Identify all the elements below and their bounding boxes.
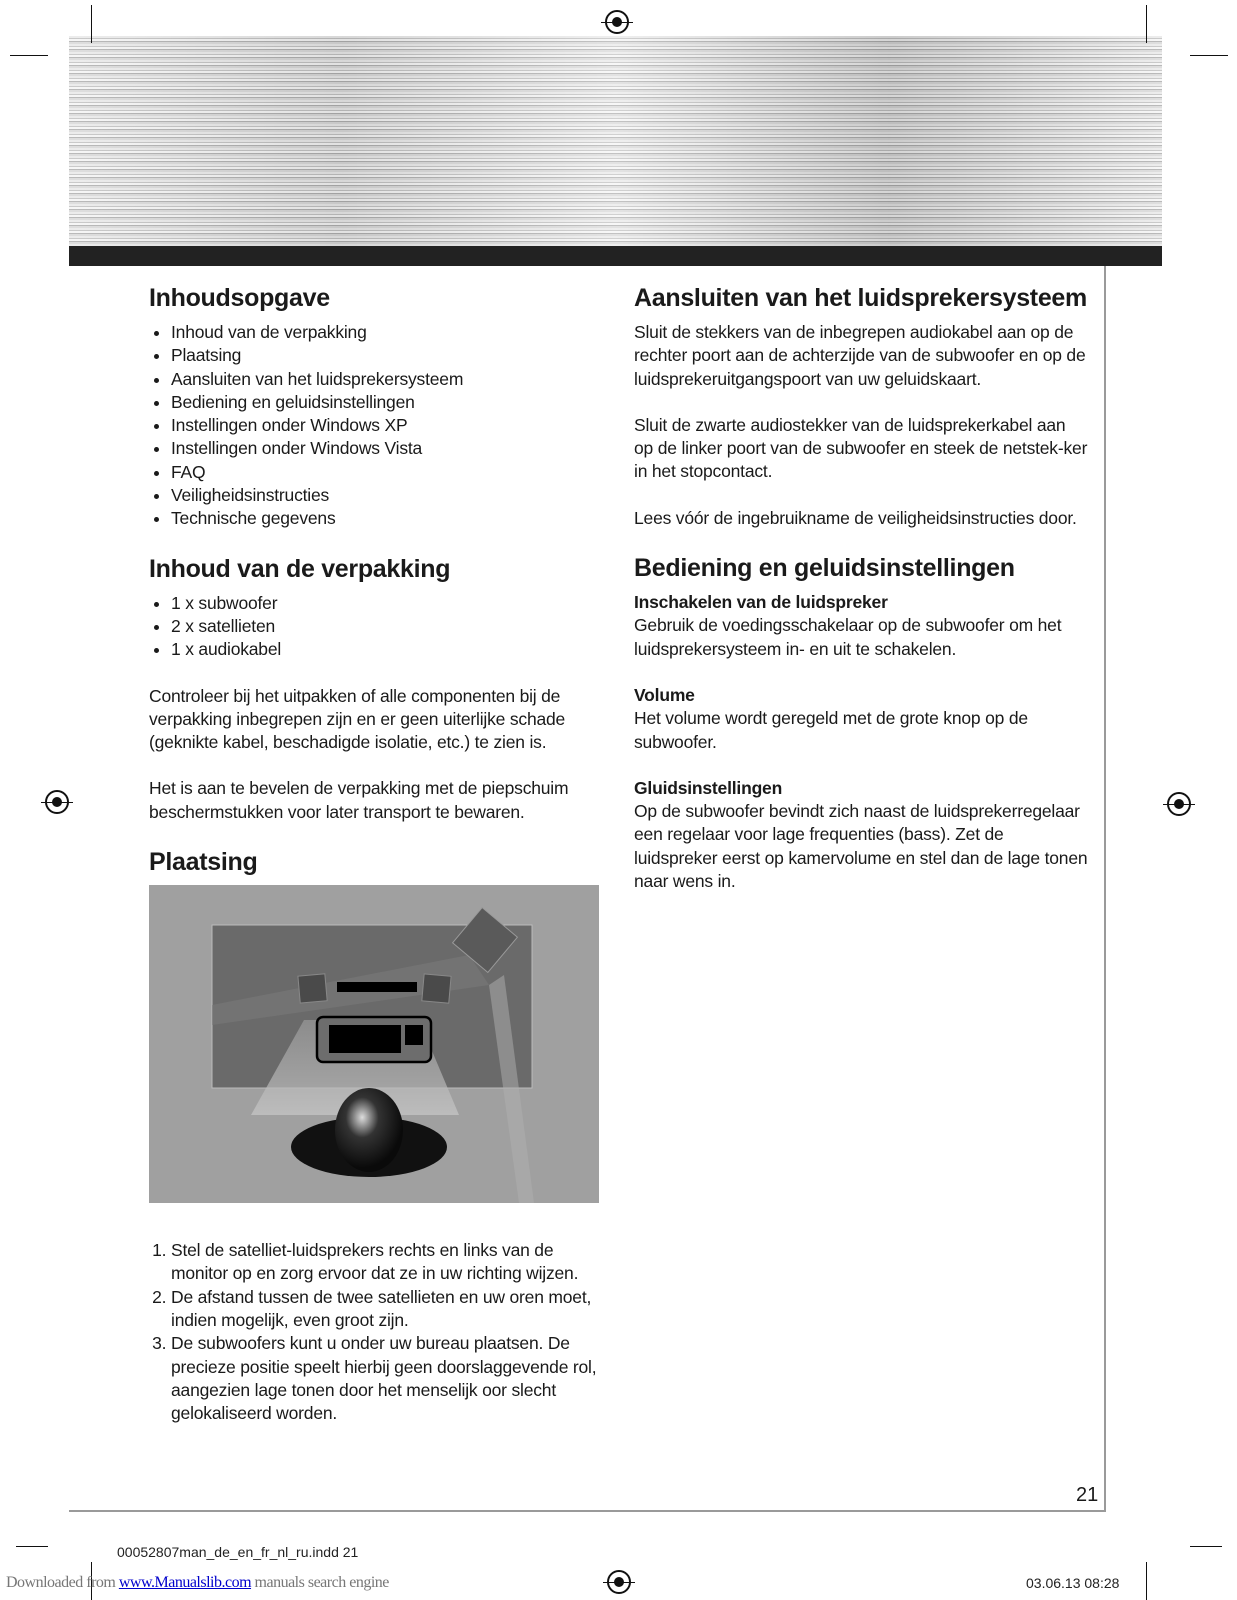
manualslib-link[interactable]: www.Manualslib.com bbox=[118, 1574, 252, 1591]
footer-filename: 00052807man_de_en_fr_nl_ru.indd 21 bbox=[117, 1544, 359, 1560]
placement-steps bbox=[149, 1239, 609, 1425]
package-list bbox=[149, 592, 609, 662]
paragraph: Controleer bij het uitpakken of alle componenten bij de verpakking inbegrepen zijn en er geen uiterlijke schade (geknikte kabel, beschadigde isolatie, etc.) te zien is. bbox=[149, 685, 566, 753]
package-item: • 1 x audiokabel bbox=[171, 638, 609, 661]
registration-mark-icon bbox=[45, 790, 69, 814]
placement-title: Plaatsing bbox=[149, 848, 258, 877]
toc-list bbox=[149, 321, 609, 531]
page-number: 21 bbox=[1076, 1484, 1099, 1506]
crop-mark bbox=[1190, 1546, 1222, 1547]
package-item: • 2 x satellieten bbox=[171, 615, 609, 638]
subheading: Volume bbox=[634, 684, 695, 705]
toc-item: • Inhoud van de verpakking bbox=[171, 321, 609, 344]
bottom-rule bbox=[69, 1510, 1106, 1512]
right-rule bbox=[1104, 266, 1106, 1511]
step: 2. De afstand tussen de twee satellieten en uw oren moet, indien mogelijk, even groot zijn. bbox=[171, 1286, 609, 1333]
monitor bbox=[337, 982, 417, 992]
crop-mark bbox=[16, 1546, 48, 1547]
placement-diagram bbox=[149, 885, 599, 1203]
toc-title: Inhoudsopgave bbox=[149, 284, 330, 312]
subheading: Gluidsinstellingen bbox=[634, 777, 783, 798]
step: 3. De subwoofers kunt u onder uw bureau plaatsen. De precieze positie speelt hierbij geen doorslaggevende rol, aangezien lage tonen door het menselijk oor slecht gelokaliseerd worden. bbox=[171, 1332, 609, 1425]
toc-item: • Instellingen onder Windows XP bbox=[171, 414, 609, 437]
paragraph: Het is aan te bevelen de verpakking met de piepschuim beschermstukken voor later transport te bewaren. bbox=[149, 778, 569, 822]
download-tail: manuals search engine bbox=[251, 1574, 389, 1591]
step: 1. Stel de satelliet-luidsprekers rechts en links van de monitor op en zorg ervoor dat ze in uw richting wijzen. bbox=[171, 1239, 609, 1286]
operation-title: Bediening en geluidsinstellingen bbox=[634, 554, 1015, 583]
footer-date: 03.06.13 08:28 bbox=[1026, 1575, 1120, 1591]
toc-item: • Veiligheidsinstructies bbox=[171, 484, 609, 507]
toc-item: • Bediening en geluidsinstellingen bbox=[171, 391, 609, 414]
placement-illustration bbox=[149, 885, 599, 1203]
paragraph: Sluit de zwarte audiostekker van de luidsprekerkabel aan op de linker poort van de subwoofer en steek de netstek-ker in het stopcontact. bbox=[634, 414, 1088, 482]
registration-mark-icon bbox=[1167, 792, 1191, 816]
toc-item: • Instellingen onder Windows Vista bbox=[171, 437, 609, 460]
paragraph: Op de subwoofer bevindt zich naast de luidsprekerregelaar een regelaar voor lage frequenties (bass). Zet de luidspreker eerst op kamervolume en stel dan de lage tonen naar wens in. bbox=[634, 801, 1088, 892]
toc-item: • Plaatsing bbox=[171, 344, 609, 367]
listener-head bbox=[335, 1088, 403, 1172]
connect-title: Aansluiten van het luidsprekersysteem bbox=[634, 284, 1087, 312]
left-column bbox=[149, 283, 609, 1448]
left-satellite-speaker bbox=[298, 974, 327, 1003]
package-title: Inhoud van de verpakking bbox=[149, 554, 451, 583]
registration-mark-icon bbox=[605, 10, 629, 34]
toc-item: • Technische gegevens bbox=[171, 507, 609, 530]
paragraph: Sluit de stekkers van de inbegrepen audiokabel aan op de rechter poort aan de achterzijde van de subwoofer en op de luidsprekeruitgangspoort van uw geluidskaart. bbox=[634, 322, 1086, 389]
download-notice bbox=[6, 1574, 389, 1592]
crop-mark bbox=[91, 5, 92, 43]
package-item: • 1 x subwoofer bbox=[171, 592, 609, 615]
paragraph: Lees vóór de ingebruikname de veiligheidsinstructies door. bbox=[634, 507, 1077, 528]
paragraph: Gebruik de voedingsschakelaar op de subwoofer om het luidsprekersysteem in- en uit te schakelen. bbox=[634, 615, 1062, 659]
toc-item: • Aansluiten van het luidsprekersysteem bbox=[171, 368, 609, 391]
crop-mark bbox=[10, 55, 48, 56]
subheading: Inschakelen van de luidspreker bbox=[634, 592, 888, 613]
right-column bbox=[634, 283, 1089, 916]
crop-mark bbox=[1146, 5, 1147, 43]
header-banner bbox=[69, 36, 1162, 246]
header-bar bbox=[69, 246, 1162, 266]
paragraph: Het volume wordt geregeld met de grote knop op de subwoofer. bbox=[634, 708, 1028, 752]
registration-mark-icon bbox=[607, 1570, 631, 1594]
right-satellite-speaker bbox=[422, 974, 451, 1003]
crop-mark bbox=[1146, 1562, 1147, 1600]
download-text: Downloaded from bbox=[6, 1574, 116, 1591]
toc-item: • FAQ bbox=[171, 461, 609, 484]
crop-mark bbox=[1190, 55, 1228, 56]
